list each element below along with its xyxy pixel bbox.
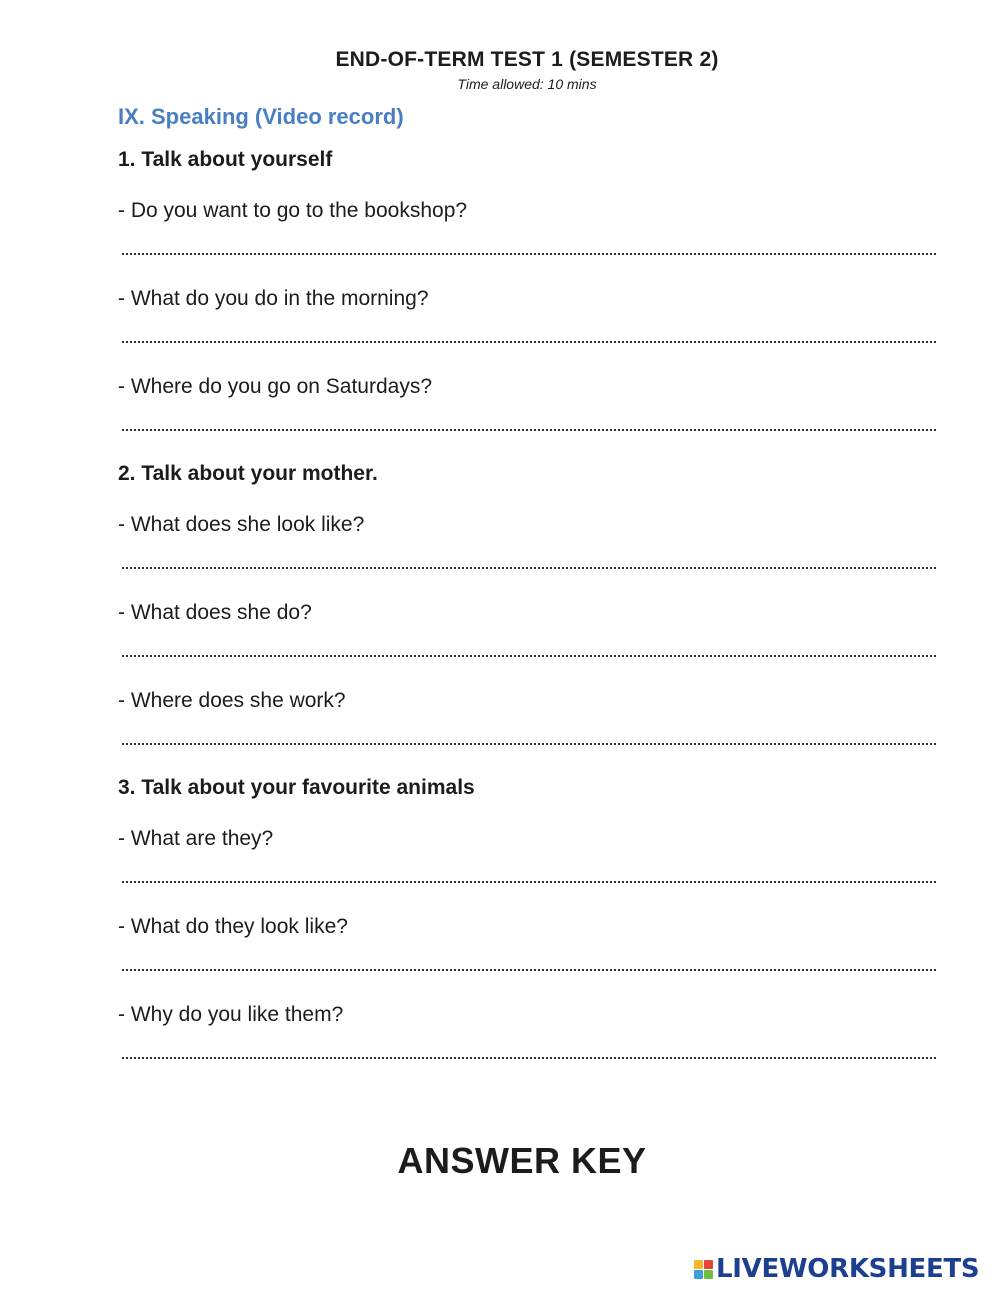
- time-allowed: Time allowed: 10 mins: [457, 76, 597, 92]
- question: - Where do you go on Saturdays?: [118, 375, 433, 398]
- question: - What do they look like?: [118, 915, 348, 938]
- answer-line[interactable]: [122, 253, 936, 255]
- logo-blocks-icon: [694, 1260, 713, 1279]
- liveworksheets-logo: [694, 1252, 979, 1286]
- section-heading: IX. Speaking (Video record): [118, 104, 404, 129]
- answer-line[interactable]: [122, 969, 936, 971]
- logo-block: [704, 1260, 713, 1269]
- question: - What do you do in the morning?: [118, 287, 429, 310]
- answer-line[interactable]: [122, 1057, 936, 1059]
- part-title: 3. Talk about your favourite animals: [118, 776, 475, 799]
- answer-line[interactable]: [122, 429, 936, 431]
- logo-text: LIVEWORKSHEETS: [716, 1254, 980, 1284]
- question: - Do you want to go to the bookshop?: [118, 199, 468, 222]
- logo-block: [694, 1270, 703, 1279]
- answer-line[interactable]: [122, 341, 936, 343]
- answer-line[interactable]: [122, 567, 936, 569]
- answer-key-heading: ANSWER KEY: [397, 1140, 647, 1181]
- question: - Where does she work?: [118, 689, 346, 712]
- question: - Why do you like them?: [118, 1003, 344, 1026]
- logo-block: [694, 1260, 703, 1269]
- answer-line[interactable]: [122, 655, 936, 657]
- question: - What are they?: [118, 827, 274, 850]
- question: - What does she look like?: [118, 513, 365, 536]
- answer-line[interactable]: [122, 743, 936, 745]
- part-title: 2. Talk about your mother.: [118, 462, 378, 485]
- question: - What does she do?: [118, 601, 312, 624]
- page-title: END-OF-TERM TEST 1 (SEMESTER 2): [335, 48, 719, 71]
- logo-block: [704, 1270, 713, 1279]
- answer-line[interactable]: [122, 881, 936, 883]
- part-title: 1. Talk about yourself: [118, 148, 333, 171]
